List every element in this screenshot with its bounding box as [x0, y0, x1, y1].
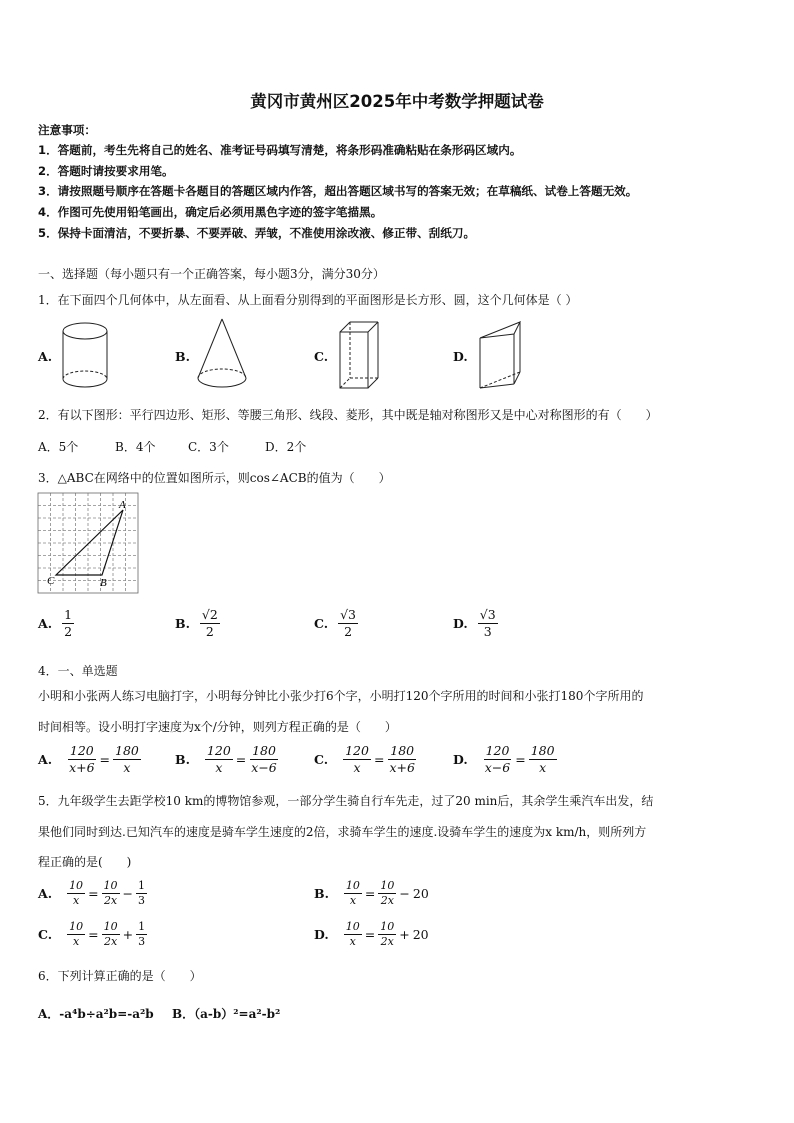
- equals-sign: =: [88, 927, 99, 943]
- question-4-body: 小明和小张两人练习电脑打字，小明每分钟比小张少打6个字，小明打120个字所用的时间和小张打180个字所用的: [38, 689, 644, 703]
- page-title: 黄冈市黄州区2025年中考数学押题试卷: [250, 92, 544, 111]
- vertex-a-label: A: [119, 499, 126, 511]
- numerator: 1: [136, 880, 147, 894]
- q3-option-a: [38, 608, 74, 639]
- notice-heading: 注意事项：: [38, 123, 96, 137]
- fraction: [249, 744, 278, 775]
- numerator: 10: [102, 880, 120, 894]
- numerator: √2: [201, 607, 218, 622]
- q6-option-b: B．（a-b）²=a²-b²: [172, 1007, 281, 1021]
- q5-option-d: [314, 921, 429, 948]
- equals-sign: =: [99, 751, 111, 767]
- question-5-body: 5．九年级学生去距学校10 km的博物馆参观，一部分学生骑自行车先走，过了20 min后，其余学生乘汽车出发，结: [38, 794, 654, 808]
- denominator: 2: [64, 623, 73, 639]
- fraction: [378, 880, 396, 907]
- denominator: x+6: [389, 759, 415, 775]
- fraction: [102, 921, 120, 948]
- operator: −: [122, 886, 134, 902]
- notice-item: 4．作图可先使用铅笔画出，确定后必须用黑色字迹的签字笔描黑。: [38, 205, 383, 219]
- fraction: [338, 608, 358, 639]
- numerator: 10: [344, 921, 362, 935]
- denominator: x−6: [484, 759, 511, 775]
- fraction: [483, 744, 512, 775]
- question-5-body: 程正确的是( ): [38, 855, 132, 869]
- q5-option-c-letter: C.: [38, 927, 53, 943]
- equals-sign: =: [373, 751, 385, 767]
- numerator: 1: [64, 607, 73, 622]
- q4-option-a-letter: A.: [38, 751, 53, 767]
- fraction: [343, 744, 371, 775]
- fraction: [344, 880, 362, 907]
- fraction: [62, 608, 74, 639]
- q2-option-d: D．2个: [265, 440, 307, 454]
- q1-option-b-letter: B.: [175, 349, 190, 364]
- fraction: [113, 744, 141, 775]
- q5-option-a-letter: A.: [38, 886, 53, 902]
- q4-option-a: [38, 744, 141, 775]
- operator: −: [399, 886, 410, 902]
- q3-option-c: [314, 608, 358, 639]
- numerator: 10: [344, 880, 362, 894]
- question-3-stem: 3．△ABC在网络中的位置如图所示，则cos∠ACB的值为（ ）: [38, 471, 391, 485]
- numerator: 10: [102, 921, 120, 935]
- numerator: 10: [378, 880, 396, 894]
- q1-option-d-letter: D.: [453, 349, 468, 364]
- notice-item: 1．答题前，考生先将自己的姓名、准考证号码填写清楚，将条形码准确粘贴在条形码区域内。: [38, 143, 522, 157]
- equals-sign: =: [364, 927, 376, 943]
- denominator: 2x: [380, 894, 394, 908]
- fraction: [136, 880, 147, 907]
- denominator: x: [72, 894, 80, 908]
- denominator: 3: [138, 935, 146, 949]
- equals-sign: =: [88, 886, 99, 902]
- question-4-body: 时间相等。设小明打字速度为x个/分钟，则列方程正确的是（ ）: [38, 720, 397, 734]
- vertex-c-label: C: [47, 575, 55, 587]
- denominator: 2: [205, 623, 214, 639]
- q5-option-b: [314, 880, 429, 907]
- fraction: [200, 608, 220, 639]
- q2-option-c: C．3个: [188, 440, 229, 454]
- question-2-stem: 2．有以下图形：平行四边形、矩形、等腰三角形、线段、菱形，其中既是轴对称图形又是中心对称图形的有（ ）: [38, 408, 658, 422]
- grid-triangle-figure: [38, 493, 138, 593]
- q4-option-d: [453, 744, 557, 775]
- fraction: [478, 608, 498, 639]
- triangular-prism-icon: [474, 320, 526, 392]
- constant: 20: [412, 927, 429, 943]
- q5-option-c: [38, 921, 147, 948]
- denominator: x: [353, 759, 361, 775]
- fraction: [387, 744, 416, 775]
- q4-option-b: [175, 744, 279, 775]
- denominator: x: [539, 759, 547, 775]
- q4-option-c: [314, 744, 417, 775]
- numerator: 120: [485, 743, 510, 758]
- section-heading: 一、选择题（每小题只有一个正确答案，每小题3分，满分30分）: [38, 267, 385, 281]
- denominator: x−6: [251, 759, 277, 775]
- equals-sign: =: [515, 751, 526, 767]
- q3-option-d: [453, 608, 498, 639]
- q3-option-d-letter: D.: [453, 615, 468, 631]
- operator: +: [399, 927, 410, 943]
- numerator: 10: [67, 921, 85, 935]
- denominator: 2x: [103, 894, 118, 908]
- fraction: [344, 921, 362, 948]
- question-5-body: 果他们同时到达.已知汽车的速度是骑车学生速度的2倍，求骑车学生的速度.设骑车学生的速度为x km/h，则所列方: [38, 825, 647, 839]
- question-4-stem: 4．一、单选题: [38, 664, 118, 678]
- notice-item: 2．答题时请按要求用笔。: [38, 164, 174, 178]
- numerator: 120: [206, 743, 231, 758]
- denominator: x: [349, 935, 356, 949]
- equals-sign: =: [364, 886, 376, 902]
- question-6-stem: 6．下列计算正确的是（ ）: [38, 969, 202, 983]
- fraction: [67, 880, 85, 907]
- notice-item: 3．请按照题号顺序在答题卡各题目的答题区域内作答，超出答题区域书写的答案无效；在草稿纸、试卷上答题无效。: [38, 184, 638, 198]
- q2-option-a: A．5个: [38, 440, 79, 454]
- constant: 20: [412, 886, 429, 902]
- q5-option-a: [38, 880, 147, 907]
- q4-option-b-letter: B.: [175, 751, 190, 767]
- question-1-stem: 1．在下面四个几何体中，从左面看、从上面看分别得到的平面图形是长方形、圆，这个几何体是（ ）: [38, 293, 578, 307]
- denominator: x: [349, 894, 357, 908]
- denominator: x+6: [69, 759, 95, 775]
- operator: +: [122, 927, 134, 943]
- denominator: 3: [138, 894, 146, 908]
- fraction: [67, 744, 96, 775]
- notice-item: 5．保持卡面清洁，不要折暴、不要弄破、弄皱，不准使用涂改液、修正带、刮纸刀。: [38, 226, 476, 240]
- cylinder-icon: [62, 322, 110, 390]
- q2-option-b: B．4个: [115, 440, 156, 454]
- denominator: 2x: [103, 935, 118, 949]
- numerator: 1: [136, 921, 147, 935]
- numerator: 120: [345, 743, 369, 758]
- q5-option-b-letter: B.: [314, 886, 329, 902]
- numerator: 180: [390, 743, 415, 758]
- q3-option-c-letter: C.: [314, 615, 329, 631]
- denominator: x: [123, 759, 131, 775]
- denominator: 3: [483, 623, 492, 639]
- numerator: 180: [252, 743, 276, 758]
- fraction: [378, 921, 396, 948]
- fraction: [136, 921, 147, 948]
- q4-option-d-letter: D.: [453, 751, 468, 767]
- numerator: √3: [340, 607, 357, 622]
- fraction: [529, 744, 557, 775]
- cone-icon: [196, 318, 248, 392]
- q1-option-c-letter: C.: [314, 349, 329, 364]
- numerator: √3: [479, 607, 496, 622]
- denominator: 2: [344, 623, 353, 639]
- denominator: x: [72, 935, 80, 949]
- fraction: [67, 921, 85, 948]
- rectangular-prism-icon: [336, 320, 384, 392]
- numerator: 10: [67, 880, 85, 894]
- fraction: [102, 880, 120, 907]
- q4-option-c-letter: C.: [314, 751, 329, 767]
- numerator: 180: [530, 743, 555, 758]
- q5-option-d-letter: D.: [314, 927, 329, 943]
- vertex-b-label: B: [100, 577, 107, 589]
- numerator: 10: [378, 921, 396, 935]
- q6-option-a: A．-a⁴b÷a²b=-a²b: [38, 1007, 154, 1021]
- denominator: x: [215, 759, 223, 775]
- q3-option-b: [175, 608, 220, 639]
- q3-option-a-letter: A.: [38, 615, 53, 631]
- numerator: 120: [69, 743, 94, 758]
- denominator: 2x: [380, 935, 394, 949]
- q1-option-a-letter: A.: [38, 349, 53, 364]
- equals-sign: =: [235, 751, 247, 767]
- q3-option-b-letter: B.: [175, 615, 190, 631]
- fraction: [205, 744, 233, 775]
- numerator: 180: [115, 743, 139, 758]
